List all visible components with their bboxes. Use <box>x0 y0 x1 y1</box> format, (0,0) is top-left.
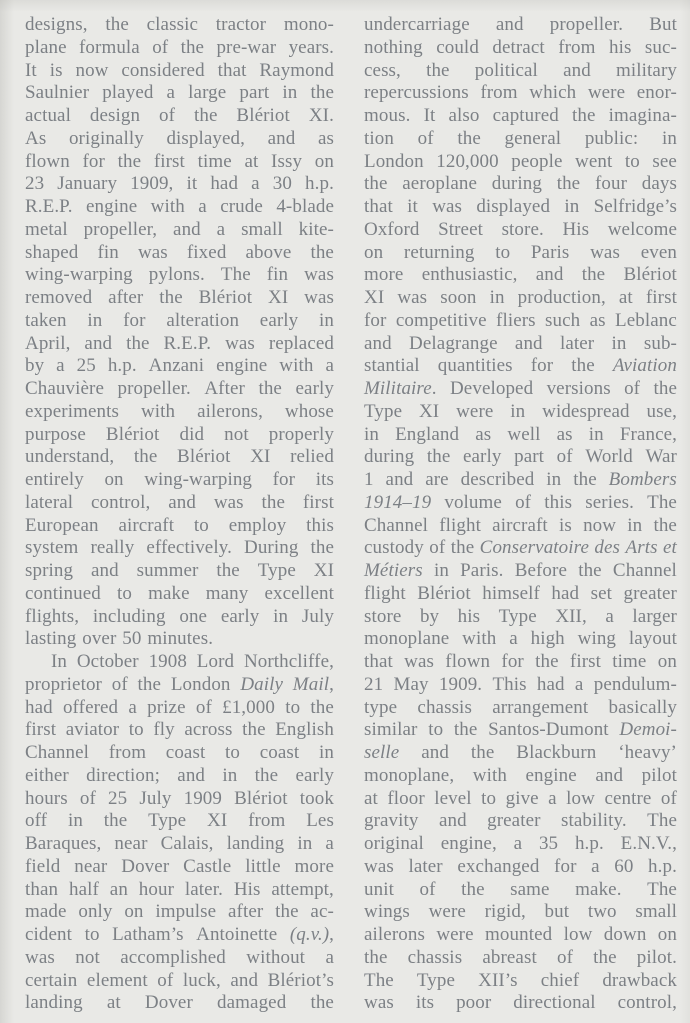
text-line: original engine, a 35 h.p. E.N.V., <box>364 833 677 854</box>
text-line: understand, the Blériot XI relied <box>25 446 334 468</box>
text-line: Saulnier played a large part in the <box>25 82 334 104</box>
text-line: cess, the political and military <box>364 59 677 81</box>
text-line: certain element of luck, and Blériot’s <box>25 969 334 991</box>
text-line: stantial quantities for the Aviation <box>364 355 677 377</box>
text-line: store by his Type XII, a larger <box>364 605 677 627</box>
text-line: flown for the first time at Issy on <box>25 150 334 172</box>
text-line: in England as well as in France, <box>364 423 677 445</box>
text-line: flights, including one early in July <box>25 605 334 627</box>
text-line: was later exchanged for a 60 h.p. <box>364 855 677 877</box>
text-line: unit of the same make. The <box>364 878 677 900</box>
text-line: Type XI were in widespread use, <box>364 400 677 422</box>
text-line: by a 25 h.p. Anzani engine with a <box>25 355 334 377</box>
text-line: Métiers in Paris. Before the Channel <box>364 560 677 581</box>
text-line: on returning to Paris was even <box>364 241 677 263</box>
text-line: 21 May 1909. This had a pendulum- <box>364 673 677 695</box>
text-line: mous. It also captured the imagina- <box>364 105 677 126</box>
text-line: Militaire. Developed versions of the <box>364 378 677 399</box>
text-line: the aeroplane during the four days <box>364 173 677 195</box>
text-line: The Type XII’s chief drawback <box>364 969 677 991</box>
text-line: Baraques, near Calais, landing in a <box>25 833 334 854</box>
text-line: wing-warping pylons. The fin was <box>25 264 334 286</box>
text-line: entirely on wing-warping for its <box>25 469 334 490</box>
text-line: selle and the Blackburn ‘heavy’ <box>364 742 677 763</box>
text-line: either direction; and in the early <box>25 764 334 786</box>
text-line: removed after the Blériot XI was <box>25 287 334 308</box>
text-line: flight Blériot himself had set greater <box>364 582 677 604</box>
text-line: during the early part of World War <box>364 446 677 468</box>
text-line: custody of the Conservatoire des Arts et <box>364 537 677 559</box>
text-line: made only on impulse after the ac- <box>25 901 334 923</box>
text-line: 23 January 1909, it had a 30 h.p. <box>25 173 334 195</box>
text-line: wings were rigid, but two small <box>364 901 677 923</box>
text-line: more enthusiastic, and the Blériot <box>364 264 677 286</box>
text-line: proprietor of the London Daily Mail, <box>25 673 334 695</box>
text-line: ailerons were mounted low down on <box>364 924 677 945</box>
text-line: Chauvière propeller. After the early <box>25 378 334 399</box>
text-line: continued to make many excellent <box>25 582 334 604</box>
text-line: European aircraft to employ this <box>25 514 334 536</box>
text-line: R.E.P. engine with a crude 4-blade <box>25 196 334 217</box>
text-line: hours of 25 July 1909 Blériot took <box>25 787 334 809</box>
text-line: 1 and are described in the Bombers <box>364 469 677 490</box>
text-line: experiments with ailerons, whose <box>25 400 334 422</box>
text-line: metal propeller, and a small kite- <box>25 218 334 240</box>
text-line: similar to the Santos-Dumont Demoi- <box>364 719 677 741</box>
text-line: first aviator to fly across the English <box>25 719 334 741</box>
text-line: undercarriage and propeller. But <box>364 14 677 35</box>
text-line: lateral control, and was the first <box>25 491 334 513</box>
text-line: was not accomplished without a <box>25 946 334 968</box>
text-line: landing at Dover damaged the <box>25 992 334 1014</box>
text-column-right <box>364 14 677 1015</box>
text-line: Oxford Street store. His welcome <box>364 218 677 240</box>
text-line: It is now considered that Raymond <box>25 59 334 81</box>
text-line: taken in for alteration early in <box>25 309 334 331</box>
text-line: the chassis abreast of the pilot. <box>364 946 677 968</box>
text-line: that was flown for the first time on <box>364 651 677 672</box>
text-line: monoplane with a high wing layout <box>364 628 677 650</box>
text-line: plane formula of the pre-war years. <box>25 36 334 58</box>
text-line: spring and summer the Type XI <box>25 560 334 581</box>
text-line: gravity and greater stability. The <box>364 810 677 832</box>
text-line: tion of the general public: in <box>364 127 677 149</box>
text-line: that it was displayed in Selfridge’s <box>364 196 677 217</box>
text-line: lasting over 50 minutes. <box>25 628 214 650</box>
text-line: was its poor directional control, <box>364 992 677 1014</box>
text-line: for competitive fliers such as Leblanc <box>364 309 677 331</box>
text-line: cident to Latham’s Antoinette (q.v.), <box>25 924 334 945</box>
text-line: repercussions from which were enor- <box>364 82 677 104</box>
text-line: purpose Blériot did not properly <box>25 423 334 445</box>
text-column-left <box>25 14 334 1015</box>
text-line: and Delagrange and later in sub- <box>364 332 677 354</box>
text-line: designs, the classic tractor mono- <box>25 14 334 35</box>
text-line: shaped fin was fixed above the <box>25 241 334 263</box>
text-line: at floor level to give a low centre of <box>364 787 677 809</box>
text-line: As originally displayed, and as <box>25 127 334 149</box>
text-line: April, and the R.E.P. was replaced <box>25 332 334 354</box>
text-line: type chassis arrangement basically <box>364 696 677 718</box>
text-line: monoplane, with engine and pilot <box>364 764 677 786</box>
text-line: field near Dover Castle little more <box>25 855 334 877</box>
text-line: London 120,000 people went to see <box>364 150 677 172</box>
text-line: actual design of the Blériot XI. <box>25 105 334 126</box>
text-line: nothing could detract from his suc- <box>364 36 677 58</box>
page-columns <box>25 14 677 1015</box>
text-line: had offered a prize of £1,000 to the <box>25 696 334 718</box>
text-line: system really effectively. During the <box>25 537 334 559</box>
text-line: than half an hour later. His attempt, <box>25 878 334 900</box>
text-line: 1914–19 volume of this series. The <box>364 491 677 513</box>
text-line: In October 1908 Lord Northcliffe, <box>51 651 334 672</box>
text-line: Channel from coast to coast in <box>25 742 334 763</box>
text-line: XI was soon in production, at first <box>364 287 677 308</box>
text-line: Channel flight aircraft is now in the <box>364 514 677 536</box>
text-line: off in the Type XI from Les <box>25 810 334 832</box>
